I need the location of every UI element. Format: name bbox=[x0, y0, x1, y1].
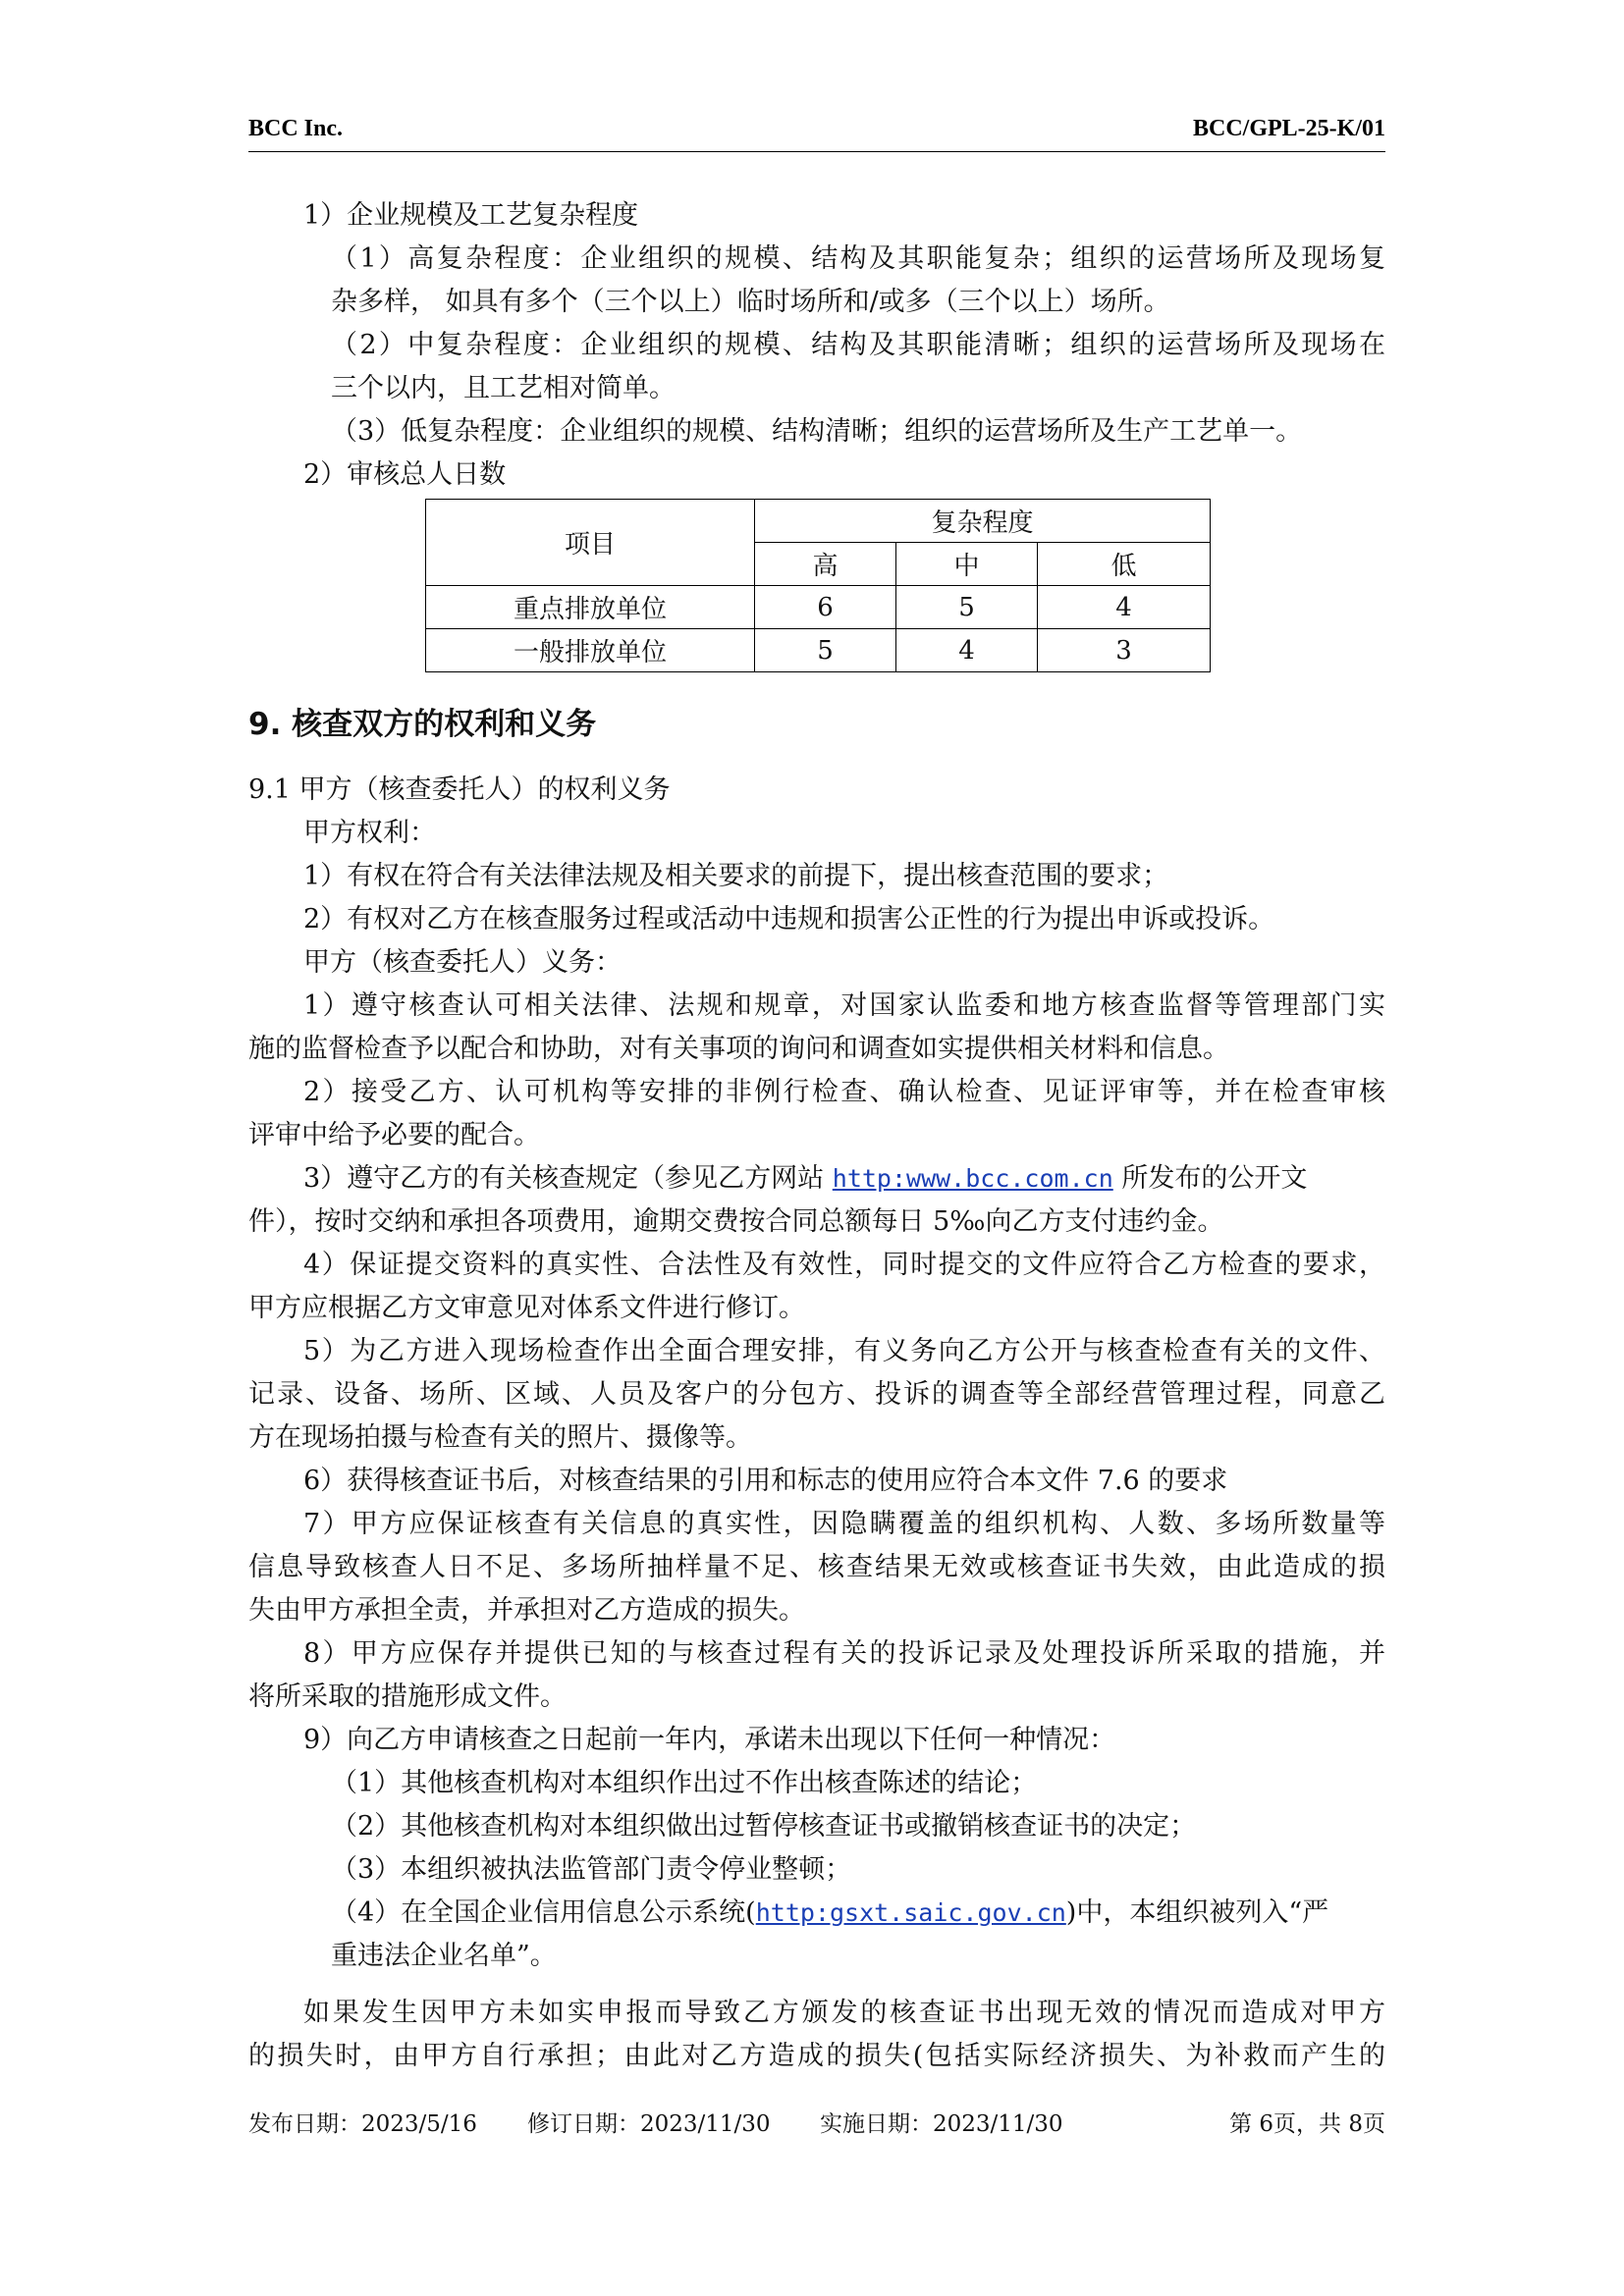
duty-9: 9）向乙方申请核查之日起前一年内，承诺未出现以下任何一种情况： bbox=[303, 1725, 1116, 1755]
duty-9-case-4-line2: 重违法企业名单”。 bbox=[331, 1941, 557, 1971]
duty-3-text-a: 3）遵守乙方的有关核查规定（参见乙方网站 bbox=[303, 1163, 833, 1194]
bcc-website-link[interactable]: http:www.bcc.com.cn bbox=[832, 1164, 1113, 1193]
duty-7-line2: 信息导致核查人日不足、多场所抽样量不足、核查结果无效或核查证书失效，由此造成的损 bbox=[248, 1552, 1385, 1582]
footer-effective-date: 实施日期：2023/11/30 bbox=[820, 2111, 1063, 2137]
closing-line2: 的损失时，由甲方自行承担；由此对乙方造成的损失(包括实际经济损失、为补救而产生的 bbox=[248, 2041, 1385, 2071]
table-cell: 5 bbox=[896, 586, 1038, 629]
duty-2-line2: 评审中给予必要的配合。 bbox=[248, 1120, 540, 1150]
duty-6: 6）获得核查证书后，对核查结果的引用和标志的使用应符合本文件 7.6 的要求 bbox=[303, 1466, 1228, 1496]
duty-5-line1: 5）为乙方进入现场检查作出全面合理安排，有义务向乙方公开与核查检查有关的文件、 bbox=[303, 1336, 1385, 1366]
case-4-text-b: )中，本组织被列入“严 bbox=[1065, 1897, 1329, 1928]
table-level-high: 高 bbox=[755, 543, 896, 586]
table-cell: 3 bbox=[1038, 629, 1211, 672]
duty-9-case-1: （1）其他核查机构对本组织作出过不作出核查陈述的结论； bbox=[331, 1768, 1038, 1798]
duty-2-line1: 2）接受乙方、认可机构等安排的非例行检查、确认检查、见证评审等，并在检查审核 bbox=[303, 1077, 1385, 1107]
section-9-content bbox=[248, 769, 1385, 2078]
header-rule bbox=[248, 151, 1385, 152]
table-cell: 4 bbox=[896, 629, 1038, 672]
duty-7-line3: 失由甲方承担全责，并承担对乙方造成的损失。 bbox=[248, 1595, 805, 1626]
paragraph-gap bbox=[248, 1978, 1385, 1992]
duty-5-line2: 记录、设备、场所、区域、人员及客户的分包方、投诉的调查等全部经营管理过程，同意乙 bbox=[248, 1379, 1385, 1410]
high-complexity-line1: （1）高复杂程度：企业组织的规模、结构及其职能复杂；组织的运营场所及现场复 bbox=[331, 243, 1385, 274]
duty-4-line2: 甲方应根据乙方文审意见对体系文件进行修订。 bbox=[248, 1293, 805, 1323]
footer-page-number: 第 6页，共 8页 bbox=[1229, 2111, 1385, 2137]
duty-7-line1: 7）甲方应保证核查有关信息的真实性，因隐瞒覆盖的组织机构、人数、多场所数量等 bbox=[303, 1509, 1385, 1539]
duty-3-line2: 件），按时交纳和承担各项费用，逾期交费按合同总额每日 5‰向乙方支付违约金。 bbox=[248, 1206, 1224, 1237]
footer-revise-date: 修订日期：2023/11/30 bbox=[527, 2111, 771, 2137]
duty-5-line3: 方在现场拍摄与检查有关的照片、摄像等。 bbox=[248, 1422, 752, 1453]
low-complexity-line1: （3）低复杂程度：企业组织的规模、结构清晰；组织的运营场所及生产工艺单一。 bbox=[331, 416, 1303, 447]
table-header-item: 项目 bbox=[426, 500, 755, 586]
table-row-label: 一般排放单位 bbox=[426, 629, 755, 672]
table-row bbox=[426, 629, 1211, 672]
table-cell: 5 bbox=[755, 629, 896, 672]
mid-complexity-line2: 三个以内，且工艺相对简单。 bbox=[331, 373, 676, 403]
duty-9-case-2: （2）其他核查机构对本组织做出过暂停核查证书或撤销核查证书的决定； bbox=[331, 1811, 1197, 1842]
section-8-content bbox=[248, 194, 1385, 497]
duty-3-text-b: 所发布的公开文 bbox=[1112, 1163, 1308, 1194]
closing-line1: 如果发生因甲方未如实申报而导致乙方颁发的核查证书出现无效的情况而造成对甲方 bbox=[303, 1998, 1385, 2028]
section-9-heading: 9. 核查双方的权利和义务 bbox=[248, 707, 597, 742]
rights-title: 甲方权利： bbox=[303, 818, 436, 848]
table-row-label: 重点排放单位 bbox=[426, 586, 755, 629]
right-2: 2）有权对乙方在核查服务过程或活动中违规和损害公正性的行为提出申诉或投诉。 bbox=[303, 904, 1275, 934]
duty-8-line2: 将所采取的措施形成文件。 bbox=[248, 1682, 567, 1712]
duty-8-line1: 8）甲方应保存并提供已知的与核查过程有关的投诉记录及处理投诉所采取的措施，并 bbox=[303, 1638, 1385, 1669]
footer-issue-date: 发布日期：2023/5/16 bbox=[248, 2111, 477, 2137]
table-row bbox=[426, 586, 1211, 629]
audit-days-table bbox=[425, 499, 1211, 672]
case-4-text-a: （4）在全国企业信用信息公示系统( bbox=[331, 1897, 756, 1928]
subsection-9-1-title: 9.1 甲方（核查委托人）的权利义务 bbox=[248, 774, 671, 805]
gsxt-website-link[interactable]: http:gsxt.saic.gov.cn bbox=[755, 1898, 1066, 1927]
mid-complexity-line1: （2）中复杂程度：企业组织的规模、结构及其职能清晰；组织的运营场所及现场在 bbox=[331, 330, 1385, 360]
right-1: 1）有权在符合有关法律法规及相关要求的前提下，提出核查范围的要求； bbox=[303, 861, 1169, 891]
item1-title: 1）企业规模及工艺复杂程度 bbox=[303, 200, 639, 231]
duty-4-line1: 4）保证提交资料的真实性、合法性及有效性，同时提交的文件应符合乙方检查的要求， bbox=[303, 1250, 1385, 1280]
duty-9-case-4-line1 bbox=[248, 1892, 1385, 1935]
table-header-complexity: 复杂程度 bbox=[755, 500, 1211, 543]
high-complexity-line2: 杂多样， 如具有多个（三个以上）临时场所和/或多（三个以上）场所。 bbox=[331, 287, 1170, 317]
table-level-low: 低 bbox=[1038, 543, 1211, 586]
table-cell: 4 bbox=[1038, 586, 1211, 629]
item2-title: 2）审核总人日数 bbox=[303, 459, 507, 490]
duty-3-line1 bbox=[248, 1157, 1385, 1201]
header-company: BCC Inc. bbox=[248, 116, 344, 141]
header-doc-code: BCC/GPL-25-K/01 bbox=[1193, 116, 1385, 141]
table-cell: 6 bbox=[755, 586, 896, 629]
duty-9-case-3: （3）本组织被执法监管部门责令停业整顿； bbox=[331, 1854, 852, 1885]
duty-1-line1: 1）遵守核查认可相关法律、法规和规章，对国家认监委和地方核查监督等管理部门实 bbox=[303, 990, 1385, 1021]
duty-1-line2: 施的监督检查予以配合和协助，对有关事项的询问和调查如实提供相关材料和信息。 bbox=[248, 1034, 1229, 1064]
table-level-mid: 中 bbox=[896, 543, 1038, 586]
duties-title: 甲方（核查委托人）义务： bbox=[303, 947, 622, 978]
